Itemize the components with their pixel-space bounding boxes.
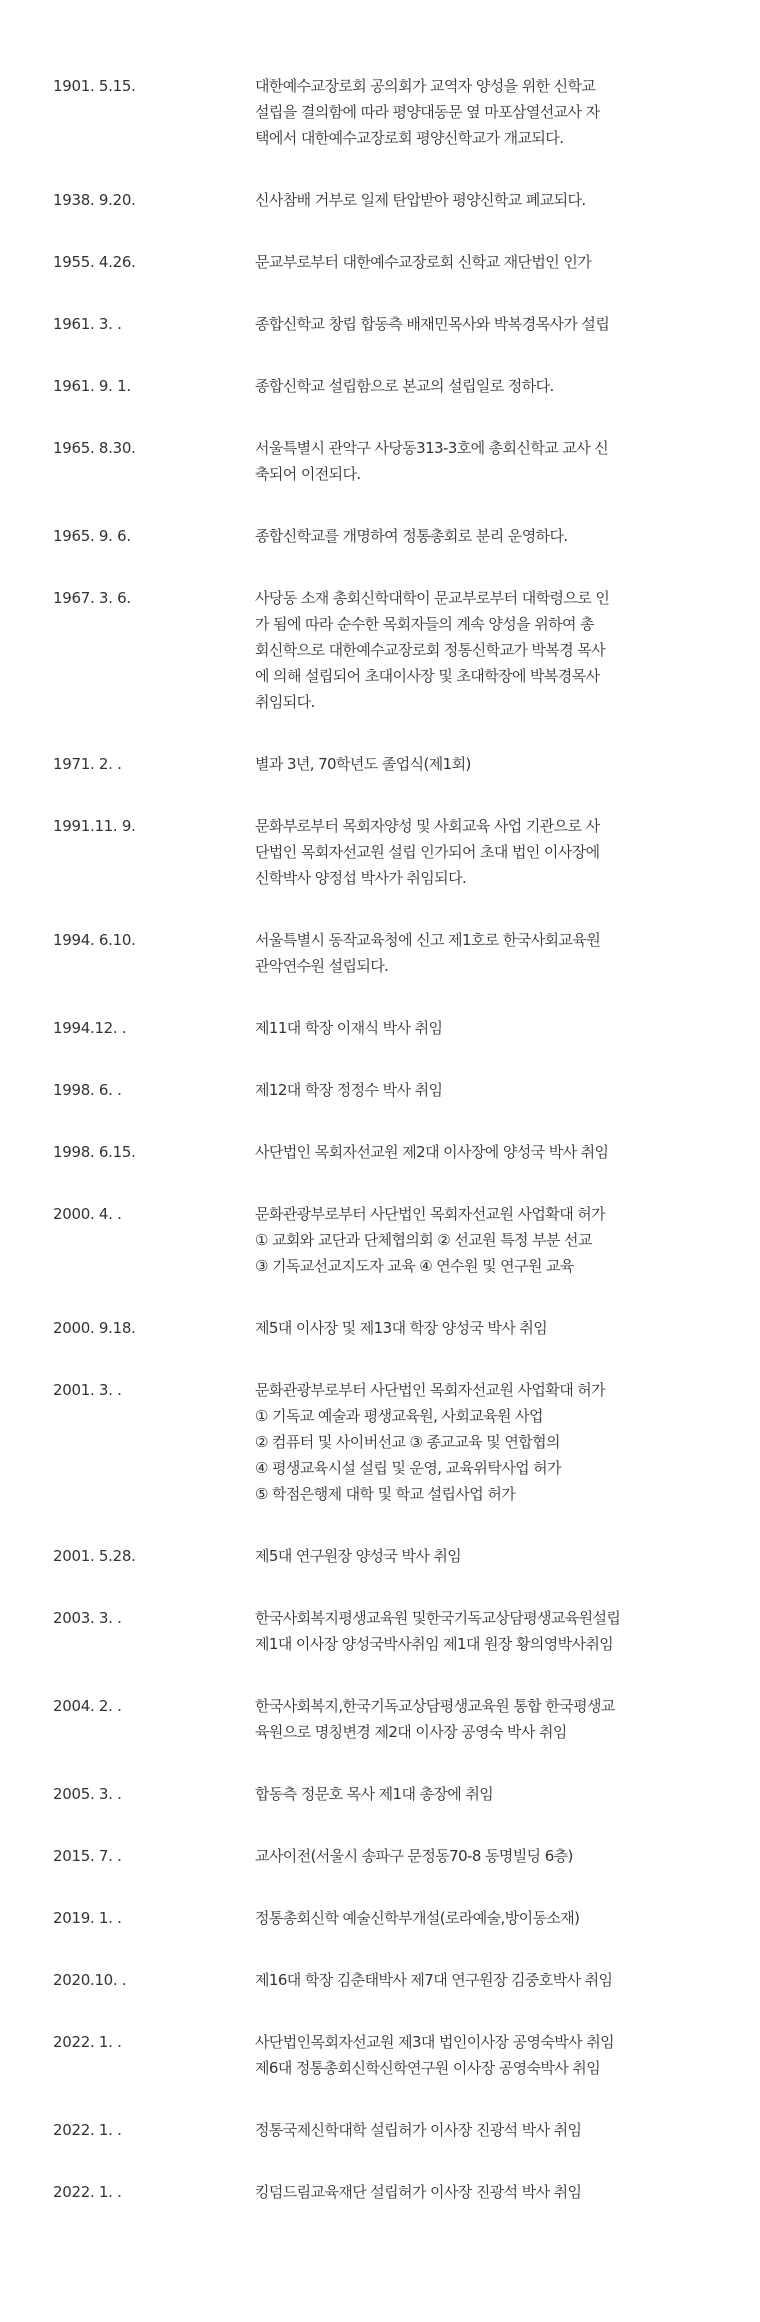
timeline-description [255,373,705,399]
timeline-description [255,187,705,213]
timeline-description-line: 종합신학교를 개명하여 정통총회로 분리 운영하다. [255,527,568,545]
timeline-date: 1938. 9.20. [53,191,136,209]
timeline-description-line: 제12대 학장 정정수 박사 취임 [255,1081,443,1099]
timeline-description-line: 서울특별시 동작교육청에 신고 제1호로 한국사회교육원 [255,931,601,949]
timeline-description [255,1605,705,1657]
timeline-description [255,2029,705,2081]
timeline-description-line: 제1대 이사장 양성국박사취임 제1대 원장 황의영박사취임 [255,1635,614,1653]
timeline-entry [0,585,760,715]
timeline-description [255,1843,705,1869]
timeline-description-line: 정통총회신학 예술신학부개설(로라예술,방이동소재) [255,1909,580,1927]
timeline-description-line: 관악연수원 설립되다. [255,957,389,975]
timeline-date: 1965. 9. 6. [53,527,131,545]
timeline-description-line: 사단법인 목회자선교원 제2대 이사장에 양성국 박사 취임 [255,1143,609,1161]
timeline-entry [0,1315,760,1341]
timeline-description [255,1967,705,1993]
timeline-entry [0,2179,760,2205]
timeline-date: 2004. 2. . [53,1697,122,1715]
timeline-date: 1965. 8.30. [53,439,136,457]
timeline-description [255,1139,705,1165]
timeline-date: 1998. 6. . [53,1081,122,1099]
timeline-description [255,1543,705,1569]
timeline-description-line: 가 됨에 따라 순수한 목회자들의 계속 양성을 위하여 총 [255,615,594,633]
timeline-description-line: 취임되다. [255,693,315,711]
timeline-date: 1901. 5.15. [53,77,136,95]
timeline-entry [0,1377,760,1507]
timeline-entry [0,1015,760,1041]
timeline-date: 2022. 1. . [53,2183,122,2201]
timeline-entry [0,373,760,399]
timeline-description [255,1315,705,1341]
timeline-date: 1971. 2. . [53,755,122,773]
timeline-description-line: 문교부로부터 대한예수교장로회 신학교 재단법인 인가 [255,253,592,271]
timeline-description-line: ② 컴퓨터 및 사이버선교 ③ 종교교육 및 연합협의 [255,1433,560,1451]
timeline-entry [0,813,760,891]
timeline-date: 2019. 1. . [53,1909,122,1927]
timeline-description [255,927,705,979]
timeline-description-line: 교사이전(서울시 송파구 문정동70-8 동명빌딩 6층) [255,1847,573,1865]
timeline-description-line: 육원으로 명칭변경 제2대 이사장 공영숙 박사 취임 [255,1723,567,1741]
timeline-description-line: ⑤ 학점은행제 대학 및 학교 설립사업 허가 [255,1485,516,1503]
timeline-description [255,311,705,337]
timeline-entry [0,435,760,487]
timeline-date: 2001. 5.28. [53,1547,136,1565]
timeline-description-line: 사단법인목회자선교원 제3대 법인이사장 공영숙박사 취임 [255,2033,614,2051]
timeline-entry [0,249,760,275]
timeline-date: 1998. 6.15. [53,1143,136,1161]
timeline-description-line: 제5대 이사장 및 제13대 학장 양성국 박사 취임 [255,1319,548,1337]
timeline-description [255,1377,705,1507]
timeline-date: 1994.12. . [53,1019,127,1037]
timeline-entry [0,1843,760,1869]
timeline-date: 2001. 3. . [53,1381,122,1399]
timeline-date: 2000. 4. . [53,1205,122,1223]
timeline-description-line: 합동측 정문호 목사 제1대 총장에 취임 [255,1785,494,1803]
timeline-description [255,1905,705,1931]
timeline-entry [0,187,760,213]
timeline-description [255,2117,705,2143]
timeline-description [255,523,705,549]
timeline-entry [0,1905,760,1931]
timeline-description-line: 대한예수교장로회 공의회가 교역자 양성을 위한 신학교 [255,77,596,95]
timeline-description-line: 문화관광부로부터 사단법인 목회자선교원 사업확대 허가 [255,1381,606,1399]
timeline-entry [0,73,760,151]
timeline-description-line: ① 교회와 교단과 단체협의회 ② 선교원 특정 부분 선교 [255,1231,592,1249]
timeline-description-line: 설립을 결의함에 따라 평양대동문 옆 마포삼열선교사 자 [255,103,600,121]
timeline-description-line: 서울특별시 관악구 사당동313-3호에 총회신학교 교사 신 [255,439,609,457]
timeline-description-line: 제11대 학장 이재식 박사 취임 [255,1019,443,1037]
timeline-date: 1994. 6.10. [53,931,136,949]
timeline-description-line: 한국사회복지평생교육원 및한국기독교상담평생교육원설립 [255,1609,621,1627]
timeline-description [255,2179,705,2205]
timeline-date: 2000. 9.18. [53,1319,136,1337]
timeline-entry [0,1967,760,1993]
timeline-date: 2022. 1. . [53,2033,122,2051]
timeline-description-line: 신학박사 양정섭 박사가 취임되다. [255,869,467,887]
timeline-entry [0,1781,760,1807]
timeline-description-line: 단법인 목회자선교원 설립 인가되어 초대 법인 이사장에 [255,843,600,861]
timeline-description-line: 회신학으로 대한예수교장로회 정통신학교가 박복경 목사 [255,641,606,659]
timeline-description-line: 킹덤드림교육재단 설립허가 이사장 진광석 박사 취임 [255,2183,582,2201]
timeline-description-line: ④ 평생교육시설 설립 및 운영, 교육위탁사업 허가 [255,1459,561,1477]
timeline-date: 2005. 3. . [53,1785,122,1803]
timeline-description [255,1077,705,1103]
timeline-description-line: 에 의해 설립되어 초대이사장 및 초대학장에 박복경목사 [255,667,600,685]
timeline-date: 1961. 3. . [53,315,122,333]
timeline-entry [0,1077,760,1103]
timeline-entry [0,1139,760,1165]
timeline-date: 1961. 9. 1. [53,377,131,395]
timeline-description-line: 제16대 학장 김춘태박사 제7대 연구원장 김중호박사 취임 [255,1971,613,1989]
timeline-description [255,73,705,151]
timeline-description-line: 정통국제신학대학 설립허가 이사장 진광석 박사 취임 [255,2121,582,2139]
timeline-description-line: 문화관광부로부터 사단법인 목회자선교원 사업확대 허가 [255,1205,606,1223]
timeline-date: 1967. 3. 6. [53,589,131,607]
timeline-description [255,585,705,715]
timeline-entry [0,751,760,777]
timeline-description-line: ③ 기독교선교지도자 교육 ④ 연수원 및 연구원 교육 [255,1257,574,1275]
timeline-entry [0,1693,760,1745]
timeline-description [255,435,705,487]
timeline-description [255,813,705,891]
timeline-description-line: 축되어 이전되다. [255,465,361,483]
timeline-description-line: 제6대 정통총회신학신학연구원 이사장 공영숙박사 취임 [255,2059,601,2077]
timeline-description-line: 한국사회복지,한국기독교상담평생교육원 통합 한국평생교 [255,1697,615,1715]
timeline-description-line: 종합신학교 설립함으로 본교의 설립일로 정하다. [255,377,554,395]
timeline-description [255,249,705,275]
timeline-description [255,1781,705,1807]
timeline-description-line: 사당동 소재 총회신학대학이 문교부로부터 대학령으로 인 [255,589,610,607]
timeline-date: 2003. 3. . [53,1609,122,1627]
timeline-description-line: 문화부로부터 목회자양성 및 사회교육 사업 기관으로 사 [255,817,600,835]
timeline-description [255,1693,705,1745]
timeline-description [255,1201,705,1279]
timeline-description-line: ① 기독교 예술과 평생교육원, 사회교육원 사업 [255,1407,543,1425]
timeline-description-line: 별과 3년, 70학년도 졸업식(제1회) [255,755,471,773]
timeline-entry [0,311,760,337]
timeline-entry [0,1605,760,1657]
timeline-date: 2015. 7. . [53,1847,122,1865]
timeline-entry [0,2117,760,2143]
timeline-entry [0,1201,760,1279]
timeline-entry [0,1543,760,1569]
timeline-date: 2020.10. . [53,1971,127,1989]
timeline-description-line: 택에서 대한예수교장로회 평양신학교가 개교되다. [255,129,564,147]
timeline-entry [0,927,760,979]
timeline-date: 1991.11. 9. [53,817,136,835]
timeline-date: 2022. 1. . [53,2121,122,2139]
timeline-date: 1955. 4.26. [53,253,136,271]
timeline-entry [0,2029,760,2081]
timeline-description [255,1015,705,1041]
timeline-description [255,751,705,777]
timeline-entry [0,523,760,549]
timeline-description-line: 제5대 연구원장 양성국 박사 취임 [255,1547,462,1565]
timeline-description-line: 종합신학교 창립 합동측 배재민목사와 박복경목사가 설립 [255,315,610,333]
timeline-description-line: 신사참배 거부로 일제 탄압받아 평양신학교 폐교되다. [255,191,586,209]
